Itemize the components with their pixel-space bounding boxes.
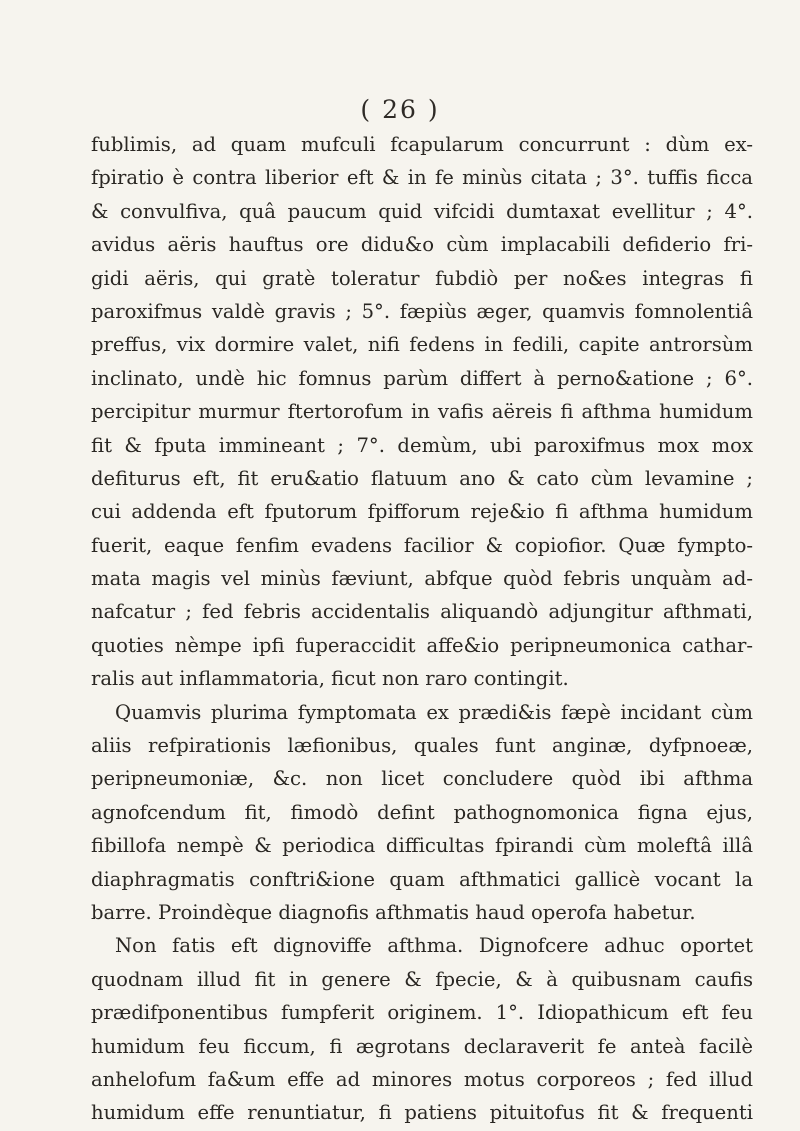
text-line: & convulfiva, quâ paucum quid vifcidi dumtaxat evellitur ; 4°.	[91, 199, 753, 223]
text-line: mata magis vel minùs fæviunt, abfque quòd febris unquàm ad-	[91, 567, 753, 591]
paragraph-start-line: Non fatis eft dignoviffe afthma. Dignofcere adhuc oportet	[115, 934, 753, 958]
paragraph-start-line: Quamvis plurima fymptomata ex prædi&is fæpè incidant cùm	[115, 700, 753, 724]
text-line: anhelofum fa&um effe ad minores motus corporeos ; fed illud	[91, 1067, 753, 1091]
text-line: prædifponentibus fumpferit originem. 1°. Idiopathicum eft feu	[91, 1001, 753, 1025]
text-line: agnofcendum fit, fimodò defint pathognomonica figna ejus,	[91, 800, 753, 824]
text-line: fibillofa nempè & periodica difficultas fpirandi cùm moleftâ illâ	[91, 834, 753, 858]
text-line: inclinato, undè hic fomnus parùm differt à perno&atione ; 6°.	[91, 366, 753, 390]
text-line: diaphragmatis conftri&ione quam afthmatici gallicè vocant la	[91, 867, 753, 891]
text-line: humidum feu ficcum, fi ægrotans declaraverit fe anteà facilè	[91, 1034, 753, 1058]
text-line: percipitur murmur ftertorofum in vafis aëreis fi afthma humidum	[91, 400, 753, 424]
text-line: preffus, vix dormire valet, nifi fedens in fedili, capite antrorsùm	[91, 333, 753, 357]
body-text	[91, 128, 753, 1130]
text-line: peripneumoniæ, &c. non licet concludere quòd ibi afthma	[91, 767, 753, 791]
text-line: quoties nèmpe ipfi fuperaccidit affe&io peripneumonica cathar-	[91, 633, 753, 657]
text-line: fpiratio è contra liberior eft & in fe minùs citata ; 3°. tuffis ficca	[91, 166, 753, 190]
text-line: aliis refpirationis læfionibus, quales funt anginæ, dyfpnoeæ,	[91, 734, 753, 758]
text-line: humidum effe renuntiatur, fi patiens pituitofus fit & frequenti	[91, 1101, 753, 1125]
text-line: ralis aut inflammatoria, ficut non raro contingit.	[91, 667, 569, 691]
text-line: avidus aëris hauftus ore didu&o cùm implacabili defiderio fri-	[91, 233, 753, 257]
text-line: fuerit, eaque fenfim evadens facilior & copiofior. Quæ fympto-	[91, 533, 753, 557]
text-line: barre. Proindèque diagnofis afthmatis haud operofa habetur.	[91, 900, 696, 924]
text-line: quodnam illud fit in genere & fpecie, & à quibusnam caufis	[91, 967, 753, 991]
text-line: fublimis, ad quam mufculi fcapularum concurrunt : dùm ex-	[91, 133, 753, 156]
text-line: defiturus eft, fit eru&atio flatuum ano & cato cùm levamine ;	[91, 466, 753, 490]
text-line: gidi aëris, qui gratè toleratur fubdiò per no&es integras fi	[91, 266, 753, 290]
text-line: fit & fputa immineant ; 7°. demùm, ubi paroxifmus mox mox	[91, 433, 753, 457]
text-line: cui addenda eft fputorum fpifforum reje&io fi afthma humidum	[91, 500, 753, 524]
text-line: paroxifmus valdè gravis ; 5°. fæpiùs æger, quamvis fomnolentiâ	[91, 299, 753, 323]
page-number: ( 26 )	[360, 95, 440, 124]
text-line: nafcatur ; fed febris accidentalis aliquandò adjungitur afthmati,	[91, 600, 753, 624]
